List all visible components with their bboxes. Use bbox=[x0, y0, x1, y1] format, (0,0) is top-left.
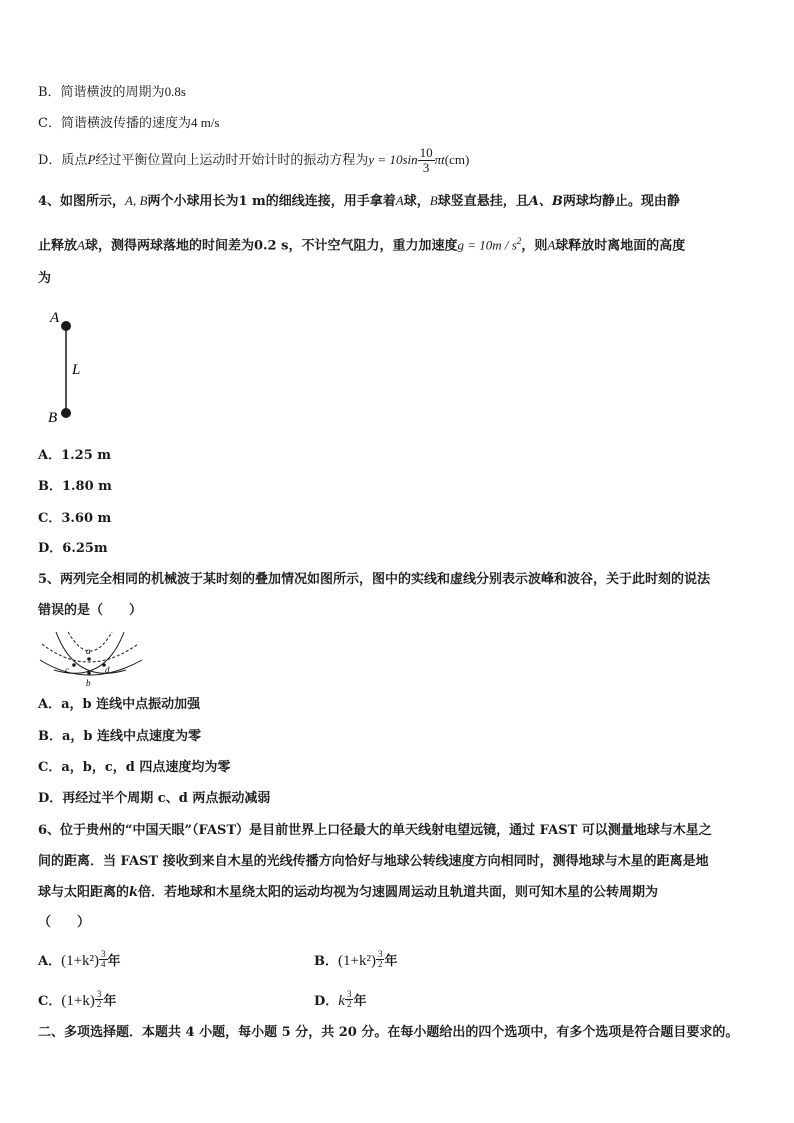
q4-text: 球竖直悬挂，且 bbox=[437, 194, 529, 209]
q4-text: 球， bbox=[403, 194, 430, 209]
q4-b: B bbox=[429, 193, 438, 208]
q6-line4: （ ） bbox=[38, 915, 91, 930]
label-a: A bbox=[50, 310, 60, 326]
frac-num: 10 bbox=[419, 145, 433, 160]
q3-option-c-value: 4 m/s bbox=[190, 115, 220, 130]
q3-option-d-p: P bbox=[87, 152, 96, 167]
ball-b bbox=[61, 408, 71, 418]
q6-option-a-expr: (1+k²) bbox=[61, 953, 100, 969]
q5-option-a: A．a，b 连线中点振动加强 bbox=[38, 697, 201, 712]
q6-option-a-exponent bbox=[99, 950, 108, 969]
q4-a: A bbox=[395, 193, 404, 208]
q4-gravity-exp: 2 bbox=[516, 236, 522, 246]
q4-option-a: A．1.25 m bbox=[38, 448, 112, 463]
q4-text: ，则 bbox=[521, 238, 548, 254]
exp-den: 4 bbox=[101, 959, 106, 969]
q6-k: k bbox=[129, 885, 139, 900]
exp-den: 2 bbox=[96, 999, 102, 1009]
q4-text: 止释放 bbox=[38, 238, 78, 254]
q3-option-c-text: C．简谐横波传播的速度为 bbox=[38, 116, 191, 131]
q6-text: 球与太阳距离的 bbox=[38, 885, 130, 900]
q6-option-d-expr: k bbox=[338, 993, 345, 1009]
section-2-heading: 二、多项选择题．本题共 4 小题，每小题 5 分，共 20 分。在每小题给出的四个选项中，有多个选项是符合题目要求的。 bbox=[38, 1025, 739, 1040]
q6-option-c-unit: 年 bbox=[103, 994, 117, 1009]
q4-ab: A, B bbox=[125, 193, 148, 208]
q3-option-d-unit: (cm) bbox=[444, 152, 470, 167]
point-a bbox=[87, 657, 91, 661]
q3-option-d-eq-right: πt bbox=[434, 152, 445, 167]
q4-line1 bbox=[38, 192, 680, 211]
q6-option-a-label: A． bbox=[38, 954, 62, 969]
crest-arc-bottom bbox=[40, 660, 142, 675]
q6-option-d-unit: 年 bbox=[353, 994, 367, 1009]
q4-text: 4、如图所示， bbox=[38, 194, 126, 209]
q4-option-c: C．3.60 m bbox=[38, 511, 112, 526]
label-l: L bbox=[72, 362, 81, 378]
point-c bbox=[72, 663, 76, 667]
q6-option-b bbox=[314, 950, 397, 973]
q6-line3 bbox=[38, 884, 658, 902]
q6-option-c-label: C． bbox=[38, 994, 62, 1009]
exp-num: 3 bbox=[377, 949, 383, 959]
q4-time: 0.2 s bbox=[253, 238, 289, 254]
q6-option-c bbox=[38, 990, 116, 1013]
exp-den: 2 bbox=[377, 959, 383, 969]
q6-line2: 间的距离．当 FAST 接收到来自木星的光线传播方向恰好与地球公转线速度方向相同时，测得地球与木星的距离是地 bbox=[38, 854, 709, 869]
q3-option-d-text: D．质点 bbox=[38, 153, 88, 168]
ball-a bbox=[61, 321, 71, 331]
frac-den: 3 bbox=[422, 160, 430, 175]
q6-option-b-expr: (1+k²) bbox=[338, 953, 376, 969]
q6-option-b-unit: 年 bbox=[384, 954, 398, 969]
label-a: a bbox=[86, 646, 91, 656]
q4-gravity: g = 10m / s bbox=[457, 237, 517, 253]
exp-den: 2 bbox=[346, 999, 352, 1009]
q3-option-c bbox=[38, 114, 220, 133]
q3-option-d-eq-left: y = 10sin bbox=[368, 152, 418, 167]
q4-text: 的细线连接，用手拿着 bbox=[265, 194, 396, 209]
q4-option-d: D．6.25m bbox=[38, 541, 108, 556]
label-b: B bbox=[48, 410, 58, 426]
q6-option-a bbox=[38, 950, 121, 973]
q4-line2 bbox=[38, 232, 685, 255]
q3-option-b bbox=[38, 83, 186, 102]
q4-option-b: B．1.80 m bbox=[38, 479, 112, 494]
q6-option-c-expr: (1+k) bbox=[61, 993, 95, 1009]
exp-num: 3 bbox=[96, 989, 102, 999]
q4-line3: 为 bbox=[38, 271, 52, 286]
q5-option-d: D．再经过半个周期 c、d 两点振动减弱 bbox=[38, 791, 271, 806]
label-d: d bbox=[105, 665, 110, 675]
q4-text: 球，测得两球落地的时间差为 bbox=[84, 238, 254, 254]
q6-option-d-label: D． bbox=[314, 994, 339, 1009]
q5-line1: 5、两列完全相同的机械波于某时刻的叠加情况如图所示，图中的实线和虚线分别表示波峰和波谷，关于此时刻的说法 bbox=[38, 572, 711, 587]
q6-option-a-unit: 年 bbox=[107, 954, 121, 969]
q5-option-b: B．a，b 连线中点速度为零 bbox=[38, 729, 202, 744]
q4-text: 两个小球用长为 bbox=[147, 194, 239, 209]
q6-option-d bbox=[314, 990, 366, 1013]
q5-line2: 错误的是（ ） bbox=[38, 603, 143, 618]
point-b bbox=[87, 671, 91, 675]
q5-option-c: C．a，b，c，d 四点速度均为零 bbox=[38, 760, 231, 775]
label-c: c bbox=[65, 665, 69, 675]
q6-text: 倍．若地球和木星绕太阳的运动均视为匀速圆周运动且轨道共面，则可知木星的公转周期为 bbox=[138, 885, 659, 900]
exp-num: 3 bbox=[101, 949, 106, 959]
q5-wave-figure bbox=[38, 630, 146, 688]
q4-text: 球释放时离地面的高度 bbox=[555, 238, 686, 254]
q3-option-b-value: 0.8s bbox=[164, 84, 186, 99]
q3-option-d-fraction bbox=[418, 146, 435, 175]
q3-option-d-text2: 经过平衡位置向上运动时开始计时的振动方程为 bbox=[95, 153, 369, 168]
q6-option-b-label: B． bbox=[314, 954, 338, 969]
q4-text: ，不计空气阻力，重力加速度 bbox=[288, 238, 458, 254]
q4-pendulum-figure bbox=[40, 305, 100, 427]
q4-text: 两球均静止。现由静 bbox=[562, 194, 680, 209]
q4-ab2: A、B bbox=[528, 194, 563, 209]
exp-num: 3 bbox=[346, 989, 352, 999]
q3-option-b-text: B．简谐横波的周期为 bbox=[38, 85, 165, 100]
q4-a: A bbox=[77, 237, 85, 253]
q6-line1: 6、位于贵州的“中国天眼”（FAST）是目前世界上口径最大的单天线射电望远镜，通过 FAST 可以测量地球与木星之 bbox=[38, 823, 712, 838]
q3-option-d bbox=[38, 146, 469, 175]
label-b: b bbox=[86, 678, 91, 688]
q4-a: A bbox=[547, 237, 556, 253]
q4-length: 1 m bbox=[238, 194, 266, 209]
